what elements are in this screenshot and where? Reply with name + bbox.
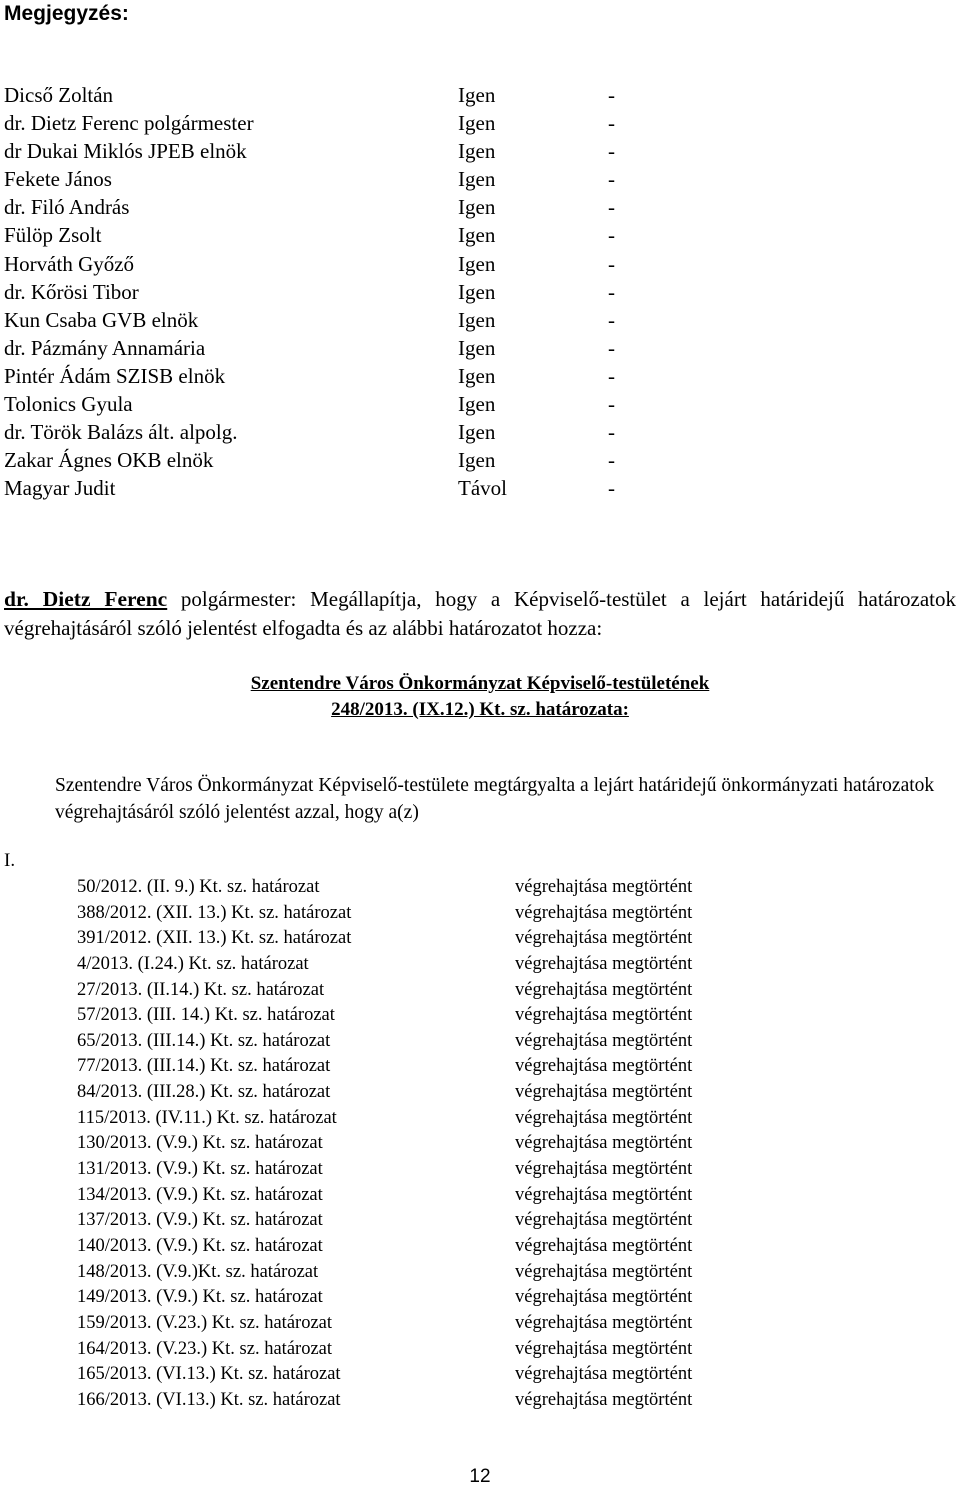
member-name: Tolonics Gyula [4, 392, 133, 417]
member-name: dr. Kőrösi Tibor [4, 279, 139, 304]
decision-status: végrehajtása megtörtént [515, 979, 693, 1000]
statement-text: polgármester: Megállapítja, hogy a Képviselő-testület a lejárt határidejű határozatok végrehajtásáról szóló jelentést elfogadta és az alábbi határozatot hozza: [4, 587, 956, 640]
decision-id: 131/2013. (V.9.) Kt. sz. határozat [77, 1159, 323, 1180]
statement-speaker: dr. Dietz Ferenc [4, 587, 168, 611]
decision-status: végrehajtása megtörtént [515, 1261, 693, 1282]
vote-extra: - [608, 111, 615, 136]
decision-row [77, 1285, 777, 1311]
decision-row [77, 1003, 777, 1029]
vote-extra: - [608, 223, 615, 248]
decision-status: végrehajtása megtörtént [515, 1056, 693, 1077]
vote-extra: - [608, 476, 615, 501]
vote-value: Igen [458, 195, 496, 220]
decision-id: 159/2013. (V.23.) Kt. sz. határozat [77, 1312, 333, 1333]
decision-status: végrehajtása megtörtént [515, 1287, 693, 1308]
vote-value: Távol [458, 476, 507, 501]
decision-id: 388/2012. (XII. 13.) Kt. sz. határozat [77, 902, 352, 923]
member-name: Horváth Győző [4, 251, 135, 276]
vote-value: Igen [458, 279, 496, 304]
decision-id: 137/2013. (V.9.) Kt. sz. határozat [77, 1210, 323, 1231]
vote-row [4, 193, 644, 221]
vote-value: Igen [458, 223, 496, 248]
decision-row [77, 1311, 777, 1337]
decision-row [77, 1131, 777, 1157]
decision-status: végrehajtása megtörtént [515, 1133, 693, 1154]
decision-row [77, 952, 777, 978]
member-name: dr. Török Balázs ált. alpolg. [4, 420, 238, 445]
vote-value: Igen [458, 139, 496, 164]
resolution-title [0, 671, 960, 723]
vote-row [4, 446, 644, 474]
vote-row [4, 81, 644, 109]
member-name: Zakar Ágnes OKB elnök [4, 448, 214, 473]
vote-extra: - [608, 335, 615, 360]
member-name: Fülöp Zsolt [4, 223, 102, 248]
member-name: dr. Dietz Ferenc polgármester [4, 111, 254, 136]
decision-id: 65/2013. (III.14.) Kt. sz. határozat [77, 1030, 331, 1051]
page-heading: Megjegyzés: [4, 2, 129, 25]
decision-row [77, 1260, 777, 1286]
decision-row [77, 926, 777, 952]
decision-id: 115/2013. (IV.11.) Kt. sz. határozat [77, 1107, 337, 1128]
member-name: Magyar Judit [4, 476, 116, 501]
vote-value: Igen [458, 335, 496, 360]
vote-extra: - [608, 279, 615, 304]
decision-row [77, 1106, 777, 1132]
decision-row [77, 1362, 777, 1388]
vote-row [4, 137, 644, 165]
decision-status: végrehajtása megtörtént [515, 902, 693, 923]
decision-status: végrehajtása megtörtént [515, 1107, 693, 1128]
vote-extra: - [608, 167, 615, 192]
decision-id: 134/2013. (V.9.) Kt. sz. határozat [77, 1184, 323, 1205]
decision-row [77, 1234, 777, 1260]
decision-id: 166/2013. (VI.13.) Kt. sz. határozat [77, 1389, 341, 1410]
decision-status: végrehajtása megtörtént [515, 1364, 693, 1385]
decision-row [77, 978, 777, 1004]
section-label: I. [4, 850, 16, 871]
decision-row [77, 1157, 777, 1183]
decision-status: végrehajtása megtörtént [515, 1210, 693, 1231]
decision-id: 164/2013. (V.23.) Kt. sz. határozat [77, 1338, 333, 1359]
decision-status: végrehajtása megtörtént [515, 1312, 693, 1333]
vote-row [4, 390, 644, 418]
decision-id: 130/2013. (V.9.) Kt. sz. határozat [77, 1133, 323, 1154]
decision-status: végrehajtása megtörtént [515, 953, 693, 974]
member-name: Kun Csaba GVB elnök [4, 307, 199, 332]
vote-value: Igen [458, 111, 496, 136]
vote-value: Igen [458, 392, 496, 417]
decision-status: végrehajtása megtörtént [515, 1338, 693, 1359]
decision-status: végrehajtása megtörtént [515, 1005, 693, 1026]
decision-row [77, 901, 777, 927]
decision-id: 148/2013. (V.9.)Kt. sz. határozat [77, 1261, 319, 1282]
vote-row [4, 334, 644, 362]
vote-value: Igen [458, 83, 496, 107]
decision-status: végrehajtása megtörtént [515, 928, 693, 949]
vote-value: Igen [458, 307, 496, 332]
decision-status: végrehajtása megtörtént [515, 1159, 693, 1180]
decision-row [77, 1388, 777, 1414]
vote-value: Igen [458, 420, 496, 445]
decision-status: végrehajtása megtörtént [515, 1389, 693, 1410]
vote-extra: - [608, 139, 615, 164]
vote-extra: - [608, 392, 615, 417]
vote-list [4, 81, 644, 502]
vote-row [4, 278, 644, 306]
decision-status: végrehajtása megtörtént [515, 1235, 693, 1256]
resolution-title-line1: Szentendre Város Önkormányzat Képviselő-testületének [250, 673, 710, 694]
vote-row [4, 474, 644, 502]
decision-row [77, 1183, 777, 1209]
decision-row [77, 875, 777, 901]
vote-extra: - [608, 251, 615, 276]
vote-value: Igen [458, 167, 496, 192]
decision-row [77, 1054, 777, 1080]
member-name: Pintér Ádám SZISB elnök [4, 363, 226, 388]
member-name: dr. Filó András [4, 195, 130, 220]
decision-id: 77/2013. (III.14.) Kt. sz. határozat [77, 1056, 331, 1077]
member-name: dr Dukai Miklós JPEB elnök [4, 139, 247, 164]
decision-id: 50/2012. (II. 9.) Kt. sz. határozat [77, 877, 320, 897]
decision-id: 4/2013. (I.24.) Kt. sz. határozat [77, 953, 309, 974]
resolution-body: Szentendre Város Önkormányzat Képviselő-testülete megtárgyalta a lejárt határidejű önkormányzati határozatok végrehajtásáról szóló jelentést azzal, hogy a(z) [55, 775, 935, 823]
vote-value: Igen [458, 448, 496, 473]
decision-id: 165/2013. (VI.13.) Kt. sz. határozat [77, 1364, 341, 1385]
vote-row [4, 362, 644, 390]
vote-extra: - [608, 195, 615, 220]
decision-row [77, 1029, 777, 1055]
decision-row [77, 1080, 777, 1106]
page-number: 12 [469, 1466, 491, 1487]
decision-row [77, 1337, 777, 1363]
vote-value: Igen [458, 363, 496, 388]
member-name: Fekete János [4, 167, 112, 192]
decision-status: végrehajtása megtörtént [515, 877, 693, 897]
decision-status: végrehajtása megtörtént [515, 1184, 693, 1205]
decision-id: 84/2013. (III.28.) Kt. sz. határozat [77, 1082, 331, 1103]
decision-id: 57/2013. (III. 14.) Kt. sz. határozat [77, 1005, 335, 1026]
vote-row [4, 109, 644, 137]
decision-id: 27/2013. (II.14.) Kt. sz. határozat [77, 979, 325, 1000]
vote-row [4, 306, 644, 334]
member-name: Dicső Zoltán [4, 83, 114, 107]
vote-extra: - [608, 420, 615, 445]
decision-id: 149/2013. (V.9.) Kt. sz. határozat [77, 1287, 323, 1308]
decision-id: 391/2012. (XII. 13.) Kt. sz. határozat [77, 928, 352, 949]
vote-row [4, 165, 644, 193]
decision-row [77, 1208, 777, 1234]
vote-row [4, 418, 644, 446]
vote-extra: - [608, 83, 615, 107]
decision-list [77, 875, 777, 1413]
vote-extra: - [608, 307, 615, 332]
mayor-statement [4, 585, 956, 643]
vote-extra: - [608, 363, 615, 388]
decision-id: 140/2013. (V.9.) Kt. sz. határozat [77, 1235, 323, 1256]
resolution-title-line2: 248/2013. (IX.12.) Kt. sz. határozata: [331, 699, 629, 720]
decision-status: végrehajtása megtörtént [515, 1082, 693, 1103]
vote-row [4, 221, 644, 249]
member-name: dr. Pázmány Annamária [4, 335, 206, 360]
decision-status: végrehajtása megtörtént [515, 1030, 693, 1051]
vote-row [4, 250, 644, 278]
vote-value: Igen [458, 251, 496, 276]
vote-extra: - [608, 448, 615, 473]
